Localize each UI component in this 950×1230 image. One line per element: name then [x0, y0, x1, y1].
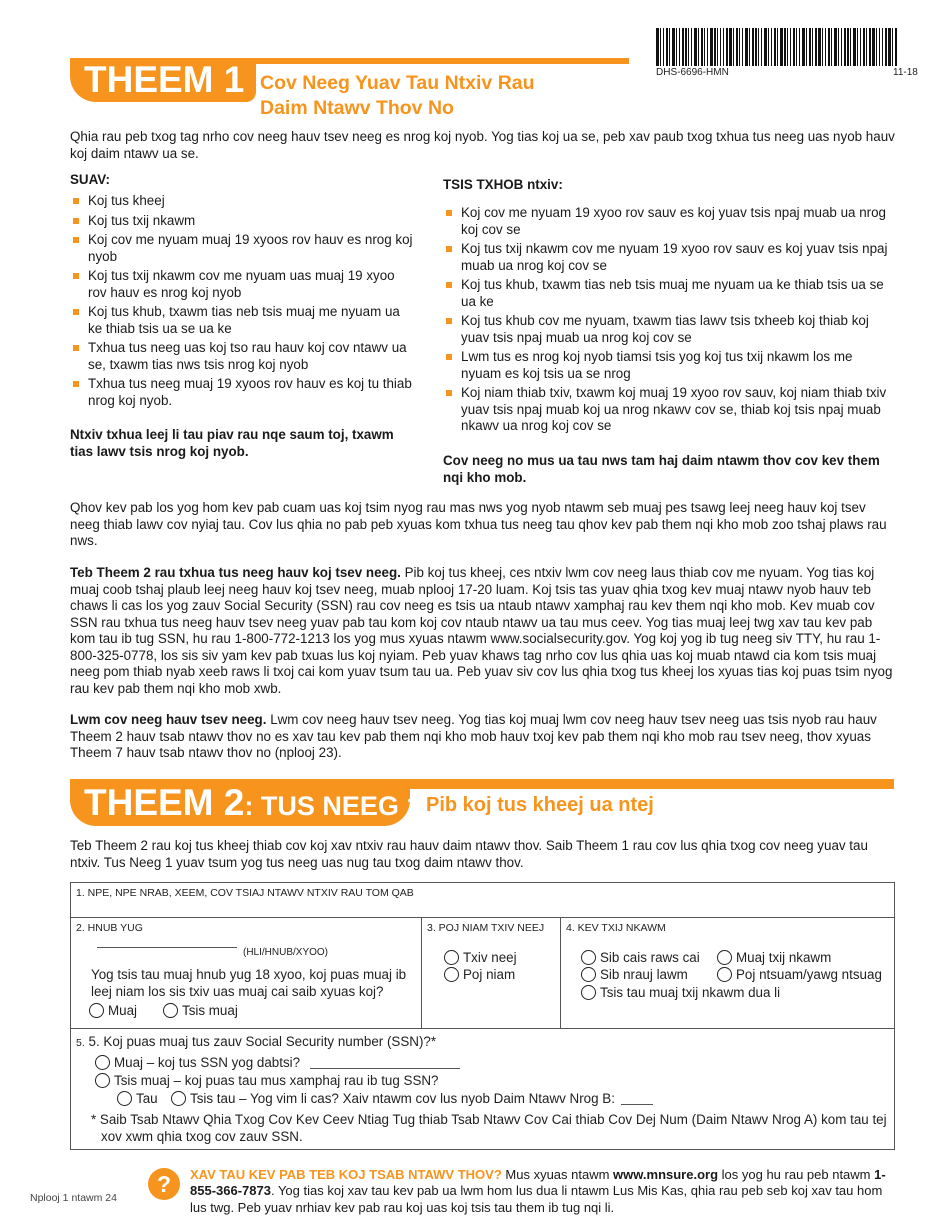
radio-circle[interactable]: [95, 1073, 110, 1088]
help-text: [190, 1167, 895, 1216]
barcode-bar: [717, 28, 718, 66]
include-heading: SUAV:: [70, 172, 110, 187]
barcode-bar: [809, 28, 811, 66]
barcode-bar: [729, 28, 732, 66]
barcode-bar: [841, 28, 842, 66]
gender-male-option[interactable]: [444, 950, 517, 966]
form-id: DHS-6696-HMN: [656, 67, 729, 78]
theme1-title-line1: Cov Neeg Yuav Tau Ntxiv Rau: [260, 72, 535, 94]
list-item: Koj cov me nyuam muaj 19 xyoos rov hauv es nrog koj nyob: [70, 232, 415, 265]
barcode-bar: [752, 28, 754, 66]
barcode-bar: [714, 28, 716, 66]
barcode-bar: [834, 28, 837, 66]
list-item: Koj cov me nyuam 19 xyoo rov sauv es koj yuav tsis npaj muab ua nrog koj cov se: [443, 205, 893, 238]
gender-female-label: Poj niam: [463, 967, 516, 982]
help-heading: XAV TAU KEV PAB TEB KOJ TSAB NTAWV THOV?: [190, 1167, 502, 1182]
barcode-bar: [799, 28, 800, 66]
barcode: [656, 28, 922, 66]
radio-circle[interactable]: [89, 1003, 104, 1018]
other-members-body: Lwm cov neeg hauv tsev neeg. Yog tias koj muaj lwm cov neeg hauv tsev neeg uas tsis nyob rau hauv Theem 2 hauv tsab ntawv thov no es xav tau kev pab them nqi kho mob hauv txoj kev pab them nqi kho mob rau tsev neeg, thov xyuas Theem 7 hauv tsab ntawv thov no (nplooj 23).: [70, 712, 877, 760]
ssn-applied-option[interactable]: [117, 1091, 158, 1107]
barcode-bar: [822, 28, 823, 66]
radio-circle[interactable]: [163, 1003, 178, 1018]
ssn-field: [71, 1029, 894, 1150]
barcode-bar: [739, 28, 740, 66]
barcode-bar: [733, 28, 734, 66]
barcode-bar: [698, 28, 699, 66]
marital-status-field: [561, 918, 894, 1029]
radio-circle[interactable]: [444, 950, 459, 965]
barcode-bar: [688, 28, 689, 66]
list-item: Koj niam thiab txiv, txawm koj muaj 19 xyoo rov sauv, koj niam thiab txiv yuav tsis npaj muab koj ua nrog nkawv cov se, thiab koj tsis npaj muab nkawv ua nrog koj cov se: [443, 385, 893, 435]
page-number: Nplooj 1 ntawm 24: [30, 1192, 117, 1204]
radio-circle[interactable]: [171, 1091, 186, 1106]
barcode-bar: [736, 28, 738, 66]
gender-male-label: Txiv neej: [463, 950, 517, 965]
barcode-bar: [847, 28, 849, 66]
birthdate-input[interactable]: [97, 947, 237, 948]
barcode-bar: [777, 28, 778, 66]
marital-widowed-label: Poj ntsuam/yawg ntsuag: [736, 967, 882, 982]
barcode-bar: [888, 28, 891, 66]
theme1-title: [260, 71, 640, 121]
barcode-bar: [685, 28, 687, 66]
barcode-bar: [749, 28, 750, 66]
theme2-label-big: THEEM 2: [84, 782, 245, 823]
barcode-bar: [672, 28, 675, 66]
gender-field: [422, 918, 561, 1029]
ssn-no-label: Tsis muaj – koj puas tau mus xamphaj rau ib tug SSN?: [114, 1073, 439, 1088]
marital-divorced-option[interactable]: [581, 967, 688, 983]
list-item: Koj tus txij nkawm: [70, 213, 415, 230]
barcode-bar: [726, 28, 728, 66]
marital-widowed-option[interactable]: [717, 967, 882, 983]
theme1-title-line2: Daim Ntawv Thov No: [260, 97, 454, 119]
radio-circle[interactable]: [717, 967, 732, 982]
barcode-bar: [857, 28, 858, 66]
theme2-instructions-lead: Teb Theem 2 rau txhua tus neeg hauv koj tsev neeg.: [70, 565, 401, 580]
barcode-bar: [806, 28, 807, 66]
barcode-bar: [768, 28, 769, 66]
list-item: Koj tus khub, txawm tias neb tsis muaj me nyuam ua ke thiab tsis ua se ua ke: [70, 304, 415, 337]
barcode-bar: [815, 28, 817, 66]
barcode-bar: [863, 28, 865, 66]
barcode-bar: [812, 28, 813, 66]
marital-never-label: Tsis tau muaj txij nkawm dua li: [600, 985, 781, 1000]
radio-circle[interactable]: [581, 950, 596, 965]
list-item: Koj tus txij nkawm cov me nyuam uas muaj 19 xyoo rov hauv es nrog koj nyob: [70, 268, 415, 301]
barcode-bar: [707, 28, 708, 66]
guardian-yes-label: Muaj: [108, 1003, 138, 1018]
marital-married-label: Muaj txij nkawm: [736, 950, 832, 965]
other-members-lead: Lwm cov neeg hauv tsev neeg.: [70, 712, 267, 727]
barcode-bar: [745, 28, 748, 66]
name-field-label: 1. NPE, NPE NRAB, XEEM, COV TSIAJ NTAWV NTXIV RAU TOM QAB: [76, 887, 414, 899]
barcode-bar: [691, 28, 692, 66]
ssn-question-text: 5. Koj puas muaj tus zauv Social Security number (SSN)?*: [88, 1034, 437, 1049]
include-list: [70, 193, 415, 412]
theme2-instructions-body: Pib koj tus kheej, ces ntxiv lwm cov neeg laus thiab cov me nyuam. Yog tias koj muaj coob tshaj plaub leej neeg hauv koj tsev neeg, muab nplooj 17-20 luam. Koj tsis tas yuav qhia txog kev muaj ntawv nyob hauv teb chaws li cas los yog zauv Social Security (SSN) rau cov neeg es tsis ua ntaub ntawv xamphaj rau kev them nqi kho mob. Kev muab cov SSN rau txhua tus neeg hauv tsev neeg yuav pab tau kom koj cov ntaub ntawv ua tau mus ceev. Yog tias muaj leej twg xav tau kev pab kom tau ib tug SSN, hu rau 1-800-772-1213 los yog mus xyuas ntawm www.socialsecurity.gov. Yog koj yog ib tug neeg siv TTY, hu rau 1-800-325-0778, los sis siv yam kev pab txuas lus koj nyiam. Peb yuav khaws tag nrho cov lus qhia uas koj muab ntawd cia kom tsis muaj neeg pom thiab nyab xeeb raws li txoj cai kom yuav tsum tau ua. Peb yuav siv cov lus qhia txog tus kheej los xyuas tias koj puas tsim nyog rau kev pab them nqi kho mob xwb.: [70, 565, 893, 696]
help-paragraph: Qhov kev pab los yog hom kev pab cuam uas koj tsim nyog rau mas nws yog nyob ntawm seb muaj pes tsawg leej neeg hauv koj tsev neeg thiab lawv cov nyiaj tau. Cov lus qhia no pab peb xyuas kom txhua tus neeg tau qhov kev pab them nqi kho mob zoo tshaj plaws rau nws.: [70, 500, 887, 548]
barcode-bar: [853, 28, 856, 66]
barcode-bar: [780, 28, 783, 66]
barcode-bar: [838, 28, 839, 66]
barcode-bar: [828, 28, 830, 66]
barcode-bar: [895, 28, 897, 66]
barcode-bar: [676, 28, 677, 66]
barcode-bar: [872, 28, 875, 66]
ssn-applied-label: Tau: [136, 1091, 158, 1106]
barcode-bar: [882, 28, 883, 66]
barcode-bar: [802, 28, 805, 66]
barcode-bar: [869, 28, 871, 66]
exclude-list: [443, 205, 893, 438]
barcode-bar: [682, 28, 684, 66]
birthdate-label: 2. HNUB YUG: [76, 922, 143, 934]
barcode-bar: [710, 28, 713, 66]
barcode-bar: [790, 28, 791, 66]
birthdate-hint: (HLI/HNUB/XYOO): [243, 947, 329, 958]
barcode-bar: [755, 28, 757, 66]
radio-circle[interactable]: [444, 967, 459, 982]
barcode-bar: [850, 28, 851, 66]
exclude-note: Cov neeg no mus ua tau nws tam haj daim ntawm thov cov kev them nqi kho mob.: [443, 453, 880, 485]
theme2-instructions-paragraph: [70, 565, 896, 697]
barcode-bar: [831, 28, 832, 66]
barcode-bar: [876, 28, 877, 66]
birthdate-field: [71, 918, 422, 1029]
guardian-yes-option[interactable]: [89, 1003, 137, 1019]
help-text-part: los yog hu rau peb ntawm: [718, 1167, 875, 1182]
barcode-bar: [666, 28, 668, 66]
radio-circle[interactable]: [95, 1055, 110, 1070]
barcode-bar: [793, 28, 795, 66]
barcode-bar: [787, 28, 788, 66]
gender-female-option[interactable]: [444, 967, 515, 983]
barcode-bar: [663, 28, 664, 66]
marital-divorced-label: Sib nrauj lawm: [600, 967, 688, 982]
other-members-paragraph: [70, 712, 896, 762]
barcode-bar: [844, 28, 846, 66]
barcode-bar: [771, 28, 772, 66]
barcode-bar: [885, 28, 887, 66]
guardian-no-option[interactable]: [163, 1003, 238, 1019]
marital-separated-option[interactable]: [581, 950, 700, 966]
ssn-not-applied-label: Tsis tau – Yog vim li cas? Xaiv ntawm cov lus nyob Daim Ntawv Nrog B:: [190, 1091, 615, 1106]
marital-separated-label: Sib cais raws cai: [600, 950, 700, 965]
barcode-bar: [656, 28, 659, 66]
help-website-link[interactable]: www.mnsure.org: [613, 1167, 719, 1182]
ssn-yes-label: Muaj – koj tus SSN yog dabtsi?: [114, 1055, 301, 1070]
intro-paragraph: Qhia rau peb txog tag nrho cov neeg hauv tsev neeg es nrog koj nyob. Yog tias koj ua se, peb xav paub txog txhua tus neeg uas nyob hauv koj daim ntawv ua se.: [70, 129, 895, 161]
exclude-heading: TSIS TXHOB ntxiv:: [443, 177, 563, 192]
marital-status-label: 4. KEV TXIJ NKAWM: [566, 922, 666, 934]
barcode-bar: [774, 28, 776, 66]
ssn-input[interactable]: [310, 1068, 460, 1069]
barcode-bar: [784, 28, 786, 66]
barcode-bar: [720, 28, 721, 66]
guardian-question: Yog tsis tau muaj hnub yug 18 xyoo, koj puas muaj ib leej niam los sis txiv uas muaj cai saib xyuas koj?: [91, 967, 407, 999]
ssn-yes-option[interactable]: [95, 1055, 460, 1071]
radio-circle[interactable]: [117, 1091, 132, 1106]
list-item: Koj tus kheej: [70, 193, 415, 210]
theme2-title: Pib koj tus kheej ua ntej: [426, 794, 654, 816]
barcode-bar: [796, 28, 797, 66]
theme2-intro: Teb Theem 2 rau koj tus kheej thiab cov koj xav ntxiv rau hauv daim ntawv thov. Saib Theem 1 rau cov lus qhia txog cov neeg yuav tau ntxiv. Tus Neeg 1 yuav tsum yog tus neeg uas nug tau txog daim ntawv thov.: [70, 838, 868, 870]
barcode-bar: [758, 28, 759, 66]
barcode-bar: [679, 28, 680, 66]
list-item: Koj tus txij nkawm cov me nyuam 19 xyoo rov sauv es koj yuav tsis npaj muab ua nrog koj cov se: [443, 241, 893, 274]
barcode-bar: [860, 28, 861, 66]
marital-married-option[interactable]: [717, 950, 831, 966]
radio-circle[interactable]: [717, 950, 732, 965]
gender-label: 3. POJ NIAM TXIV NEEJ: [427, 922, 545, 934]
guardian-no-label: Tsis muaj: [182, 1003, 238, 1018]
list-item: Txhua tus neeg uas koj tso rau hauv koj cov ntawv ua se, txawm tias nws tsis nrog koj nyob: [70, 340, 415, 373]
barcode-bar: [723, 28, 724, 66]
barcode-bar: [704, 28, 705, 66]
barcode-bar: [764, 28, 767, 66]
barcode-bar: [669, 28, 670, 66]
help-icon: ?: [148, 1168, 180, 1200]
barcode-bar: [818, 28, 821, 66]
person1-form: [70, 882, 895, 1150]
barcode-bar: [694, 28, 697, 66]
theme2-label-small: : TUS NEEG 1: [244, 791, 422, 821]
barcode-bar: [701, 28, 703, 66]
help-text-part: . Yog tias koj xav tau kev pab ua lwm hom lus dua li ntawm Lus Mis Kas, qhia rau peb seb koj xav tau hom lus twg. Peb yuav nrhiav kev pab rau koj uas koj tsis tau them ib tug nqi li.: [190, 1183, 883, 1215]
list-item: Txhua tus neeg muaj 19 xyoos rov hauv es koj tu thiab nrog koj nyob.: [70, 376, 415, 409]
form-date: 11-18: [893, 67, 918, 78]
ssn-question: 5. 5. Koj puas muaj tus zauv Social Security number (SSN)?*: [76, 1034, 437, 1049]
list-item: Koj tus khub cov me nyuam, txawm tias lawv tsis txheeb koj thiab koj yuav tsis npaj muab ua nrog koj cov se: [443, 313, 893, 346]
ssn-no-option[interactable]: [95, 1073, 439, 1089]
theme2-label: [70, 779, 422, 826]
help-text-part: Mus xyuas ntawm: [501, 1167, 614, 1182]
ssn-not-applied-option[interactable]: [171, 1091, 653, 1107]
list-item: Lwm tus es nrog koj nyob tiamsi tsis yog koj tus txij nkawm los me nyuam es koj tsis ua se nrog: [443, 349, 893, 382]
help-phone: 1-855-366-7873: [190, 1167, 886, 1199]
barcode-bar: [742, 28, 743, 66]
theme1-label: THEEM 1: [70, 58, 246, 102]
list-item: Koj tus khub, txawm tias neb tsis muaj me nyuam ua ke thiab tsis ua se ua ke: [443, 277, 893, 310]
radio-circle[interactable]: [581, 985, 596, 1000]
barcode-bar: [866, 28, 867, 66]
ssn-note: * Saib Tsab Ntawv Qhia Txog Cov Kev Ceev Ntiag Tug thiab Tsab Ntawv Cov Cai thiab Cov Dej Num (Daim Ntawv Nrog A) kom tau tej xov xwm qhia txog cov zauv SSN.: [91, 1112, 887, 1144]
marital-never-option[interactable]: [581, 985, 780, 1001]
barcode-bar: [879, 28, 880, 66]
barcode-bar: [761, 28, 762, 66]
name-field[interactable]: [71, 883, 894, 918]
barcode-bar: [660, 28, 661, 66]
barcode-bar: [825, 28, 826, 66]
barcode-bar: [892, 28, 893, 66]
include-note: Ntxiv txhua leej li tau piav rau nqe saum toj, txawm tias lawv tsis nrog koj nyob.: [70, 427, 394, 459]
radio-circle[interactable]: [581, 967, 596, 982]
ssn-reason-input[interactable]: [621, 1104, 653, 1105]
